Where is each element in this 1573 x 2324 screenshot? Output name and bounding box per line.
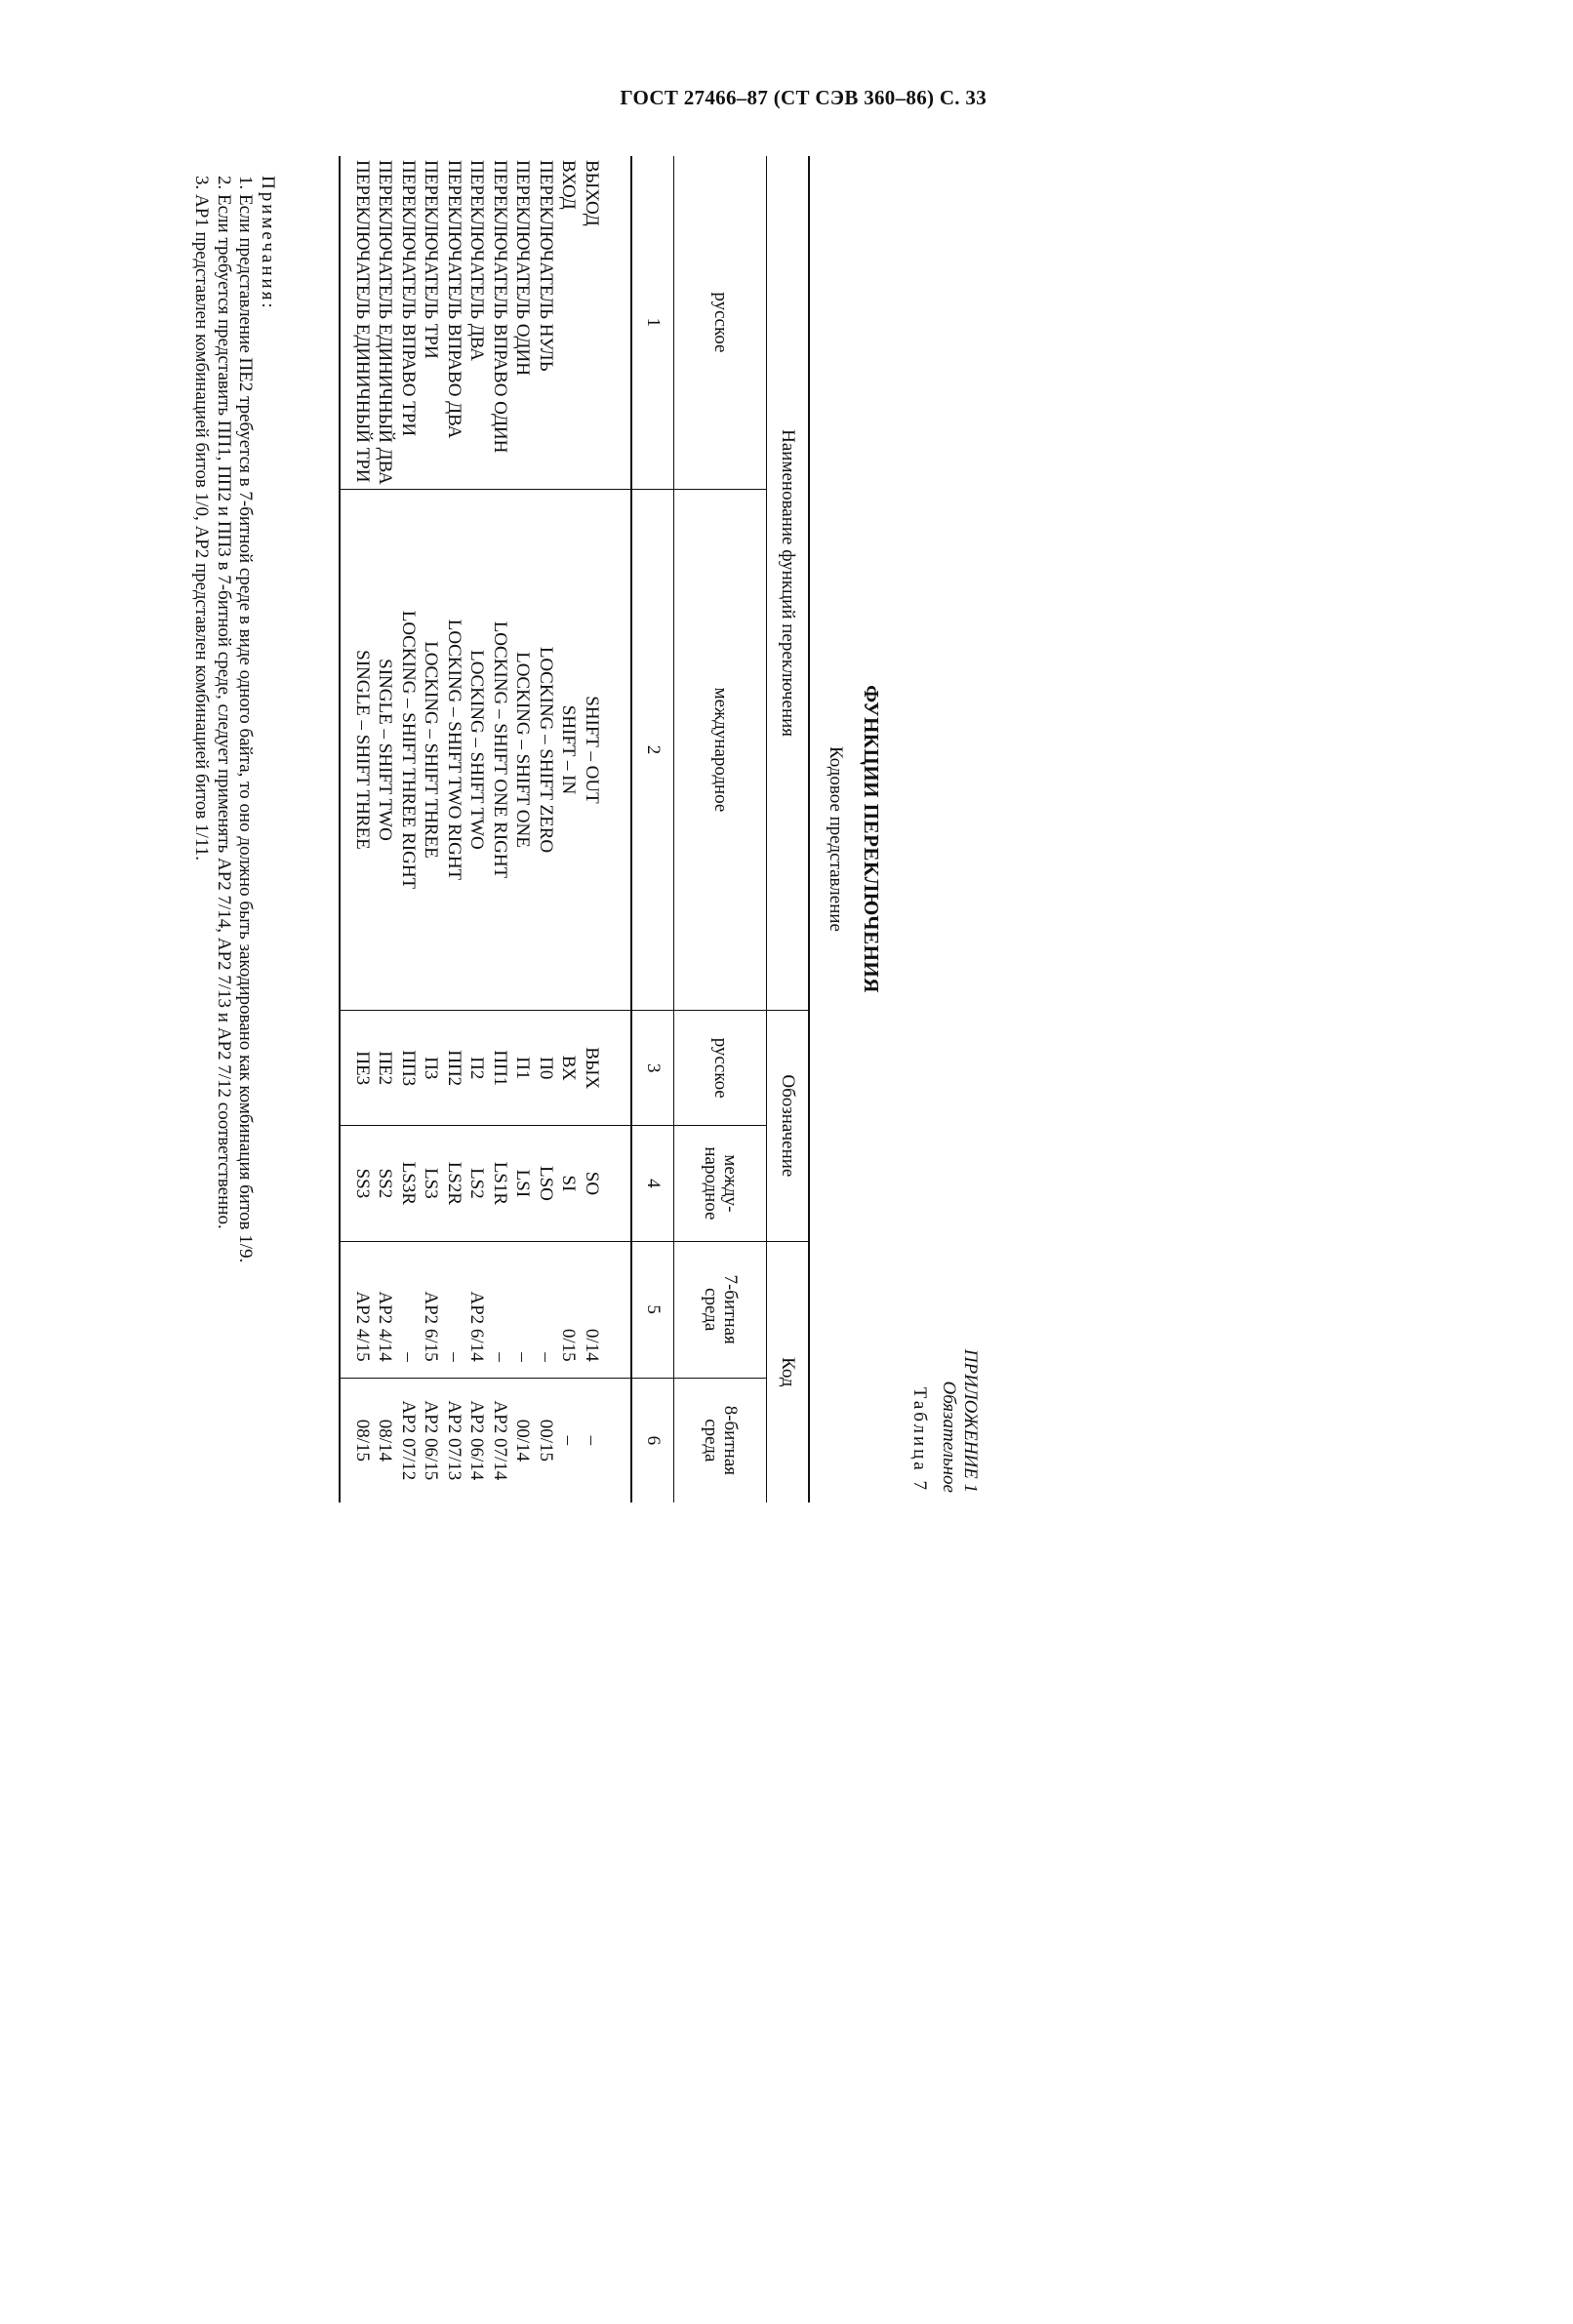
cell-7bit-code: – <box>511 1241 535 1378</box>
cell-ru-designation: ПП3 <box>397 1011 421 1126</box>
cell-int-designation: LS2 <box>465 1126 489 1241</box>
cell-ru-designation: ПЕ3 <box>341 1011 375 1126</box>
column-header-ru-name: русское <box>674 156 767 489</box>
table-row <box>397 156 421 1503</box>
cell-ru-designation: ПЕ2 <box>374 1011 397 1126</box>
rotated-page-content <box>0 156 981 1522</box>
cell-8bit-code: 00/14 <box>511 1378 535 1503</box>
cell-8bit-code: 00/15 <box>535 1378 558 1503</box>
cell-8bit-code: АР2 07/13 <box>443 1378 466 1503</box>
cell-7bit-code: – <box>535 1241 558 1378</box>
cell-ru-name: ПЕРЕКЛЮЧАТЕЛЬ ДВА <box>465 156 489 489</box>
header-designation: Обозначение <box>767 1011 810 1241</box>
cell-7bit-code: – <box>443 1241 466 1378</box>
cell-int-name: LOCKING – SHIFT THREE <box>420 489 443 1010</box>
cell-8bit-code: АР2 07/12 <box>397 1378 421 1503</box>
header-function-names: Наименование функций переключения <box>767 156 810 1011</box>
cell-int-name: LOCKING – SHIFT ONE RIGHT <box>489 489 512 1010</box>
cell-int-designation: SO <box>581 1126 632 1241</box>
cell-8bit-code: – <box>581 1378 632 1503</box>
table-row <box>557 156 581 1503</box>
cell-ru-designation: ПП1 <box>489 1011 512 1126</box>
cell-7bit-code: АР2 6/14 <box>465 1241 489 1378</box>
cell-8bit-code: 08/15 <box>341 1378 375 1503</box>
column-number: 5 <box>631 1241 674 1378</box>
table-row <box>443 156 466 1503</box>
switching-functions-table <box>340 156 811 1503</box>
page-title: ФУНКЦИИ ПЕРЕКЛЮЧЕНИЯ <box>860 685 883 993</box>
cell-int-designation: SI <box>557 1126 581 1241</box>
cell-8bit-code: АР2 06/15 <box>420 1378 443 1503</box>
cell-int-designation: LS2R <box>443 1126 466 1241</box>
cell-int-designation: LS3 <box>420 1126 443 1241</box>
cell-ru-name: ПЕРЕКЛЮЧАТЕЛЬ ВПРАВО ТРИ <box>397 156 421 489</box>
page-header: ГОСТ 27466–87 (СТ СЭВ 360–86) С. 33 <box>620 86 987 109</box>
cell-7bit-code: АР2 6/15 <box>420 1241 443 1378</box>
table-row <box>341 156 375 1503</box>
cell-ru-name: ПЕРЕКЛЮЧАТЕЛЬ ВПРАВО ОДИН <box>489 156 512 489</box>
table-label: Таблица 7 <box>909 1386 930 1493</box>
column-header-8bit: 8-битная среда <box>674 1378 767 1503</box>
appendix-status: Обязательное <box>939 1381 959 1493</box>
cell-ru-name: ПЕРЕКЛЮЧАТЕЛЬ ВПРАВО ДВА <box>443 156 466 489</box>
column-number: 2 <box>631 489 674 1010</box>
table-row <box>535 156 558 1503</box>
cell-7bit-code: АР2 4/15 <box>341 1241 375 1378</box>
page-subtitle: Кодовое представление <box>826 746 846 932</box>
cell-int-designation: LSO <box>535 1126 558 1241</box>
header-code: Код <box>767 1241 810 1503</box>
cell-7bit-code: 0/14 <box>581 1241 632 1378</box>
cell-ru-designation: ПП2 <box>443 1011 466 1126</box>
cell-int-name: SINGLE – SHIFT THREE <box>341 489 375 1010</box>
cell-7bit-code: 0/15 <box>557 1241 581 1378</box>
note-item: 3. АР1 представлен комбинацией битов 1/0, АР2 представлен комбинацией битов 1/11. <box>191 176 213 861</box>
cell-int-designation: LSI <box>511 1126 535 1241</box>
cell-ru-name: ПЕРЕКЛЮЧАТЕЛЬ ЕДИНИЧНЫЙ ДВА <box>374 156 397 489</box>
column-number: 3 <box>631 1011 674 1126</box>
column-number: 4 <box>631 1126 674 1241</box>
cell-ru-name: ВХОД <box>557 156 581 489</box>
cell-int-name: LOCKING – SHIFT ZERO <box>535 489 558 1010</box>
table-row <box>374 156 397 1503</box>
cell-ru-name: ПЕРЕКЛЮЧАТЕЛЬ НУЛЬ <box>535 156 558 489</box>
table-row <box>420 156 443 1503</box>
appendix-label <box>938 1349 981 1493</box>
notes-heading: Примечания: <box>258 176 278 311</box>
cell-8bit-code: АР2 07/14 <box>489 1378 512 1503</box>
cell-ru-name: ПЕРЕКЛЮЧАТЕЛЬ ТРИ <box>420 156 443 489</box>
cell-int-designation: LS3R <box>397 1126 421 1241</box>
cell-8bit-code: – <box>557 1378 581 1503</box>
cell-ru-designation: П2 <box>465 1011 489 1126</box>
cell-7bit-code: – <box>397 1241 421 1378</box>
cell-8bit-code: 08/14 <box>374 1378 397 1503</box>
notes-section <box>190 156 278 1512</box>
column-number: 1 <box>631 156 674 489</box>
cell-ru-designation: П0 <box>535 1011 558 1126</box>
table-row <box>581 156 632 1503</box>
cell-int-name: LOCKING – SHIFT TWO RIGHT <box>443 489 466 1010</box>
cell-int-designation: SS3 <box>341 1126 375 1241</box>
cell-int-name: SINGLE – SHIFT TWO <box>374 489 397 1010</box>
note-item: 1. Если представление ПЕ2 требуется в 7-битной среде в виде одного байта, то оно должно быть закодировано как комбинация битов 1/9. <box>235 176 257 1263</box>
cell-ru-designation: ВХ <box>557 1011 581 1126</box>
cell-8bit-code: АР2 06/14 <box>465 1378 489 1503</box>
cell-int-name: SHIFT – IN <box>557 489 581 1010</box>
cell-ru-name: ПЕРЕКЛЮЧАТЕЛЬ ЕДИНИЧНЫЙ ТРИ <box>341 156 375 489</box>
column-header-int-designation: между- народное <box>674 1126 767 1241</box>
cell-ru-designation: П1 <box>511 1011 535 1126</box>
cell-ru-designation: П3 <box>420 1011 443 1126</box>
cell-ru-designation: ВЫХ <box>581 1011 632 1126</box>
cell-int-name: SHIFT – OUT <box>581 489 632 1010</box>
table-row <box>511 156 535 1503</box>
cell-ru-name: ПЕРЕКЛЮЧАТЕЛЬ ОДИН <box>511 156 535 489</box>
cell-int-name: LOCKING – SHIFT THREE RIGHT <box>397 489 421 1010</box>
cell-ru-name: ВЫХОД <box>581 156 632 489</box>
cell-7bit-code: – <box>489 1241 512 1378</box>
cell-int-designation: SS2 <box>374 1126 397 1241</box>
table-row <box>489 156 512 1503</box>
table-row <box>465 156 489 1503</box>
cell-int-designation: LS1R <box>489 1126 512 1241</box>
column-header-7bit: 7-битная среда <box>674 1241 767 1378</box>
column-header-int-name: международное <box>674 489 767 1010</box>
note-item: 2. Если требуется представить ПП1, ПП2 и ПП3 в 7-битной среде, следует применять АР2 7/14, АР2 7/13 и АР2 7/12 соответственно. <box>214 176 234 1229</box>
appendix-title: ПРИЛОЖЕНИЕ 1 <box>960 1348 981 1493</box>
cell-7bit-code: АР2 4/14 <box>374 1241 397 1378</box>
cell-int-name: LOCKING – SHIFT TWO <box>465 489 489 1010</box>
column-number: 6 <box>631 1378 674 1503</box>
column-header-ru-designation: русское <box>674 1011 767 1126</box>
cell-int-name: LOCKING – SHIFT ONE <box>511 489 535 1010</box>
